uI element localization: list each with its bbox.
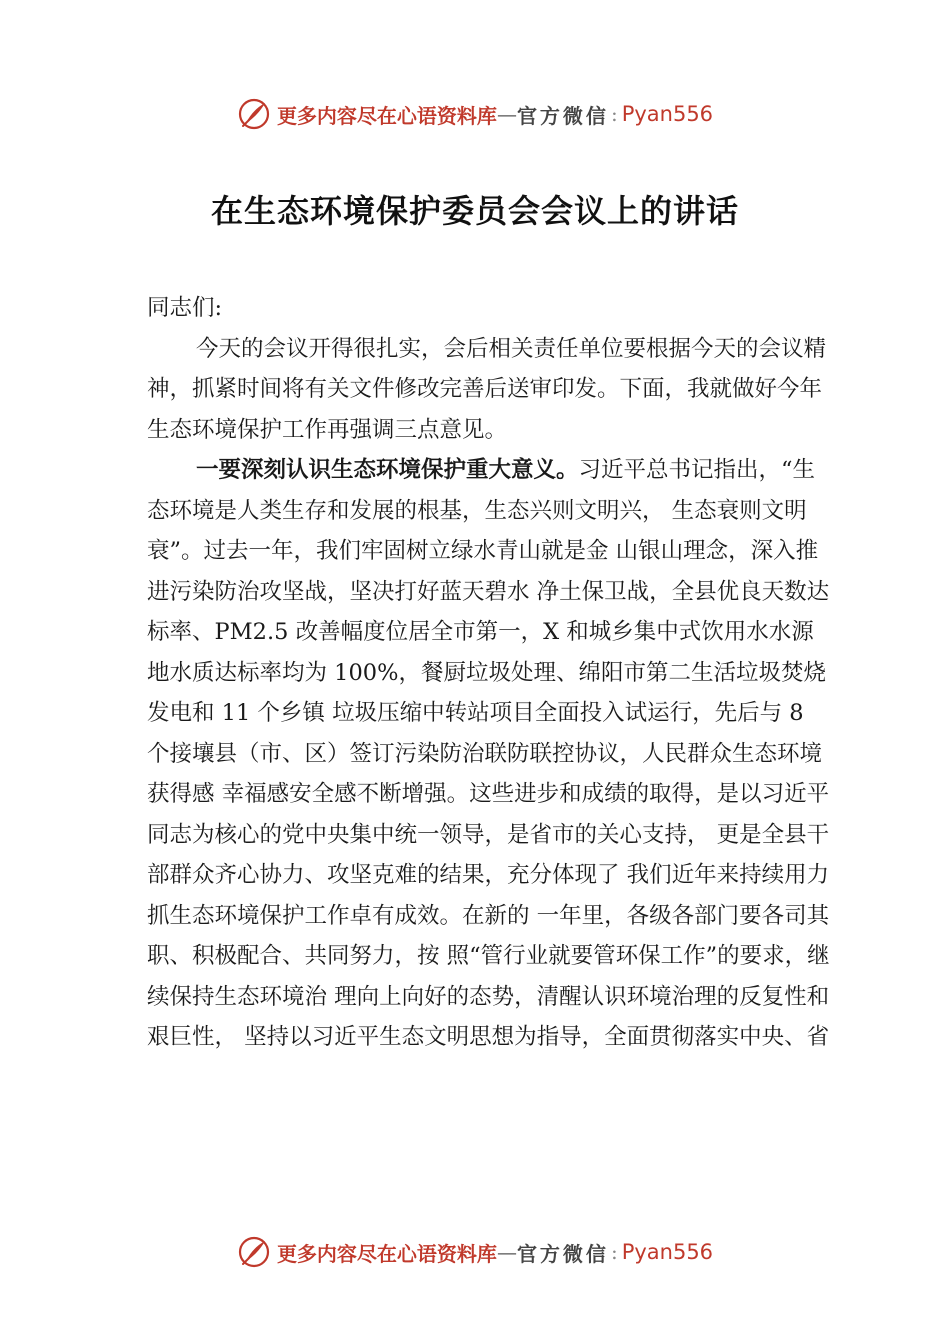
salutation: 同志们: — [147, 295, 223, 321]
paragraph-intro: 今天的会议开得很扎实，会后相关责任单位要根据今天的会议精神，抓紧时间将有关文件修改完善后送审印发。下面，我就做好今年生态环境保护工作再强调三点意见。 — [147, 335, 827, 443]
feather-pen-logo-icon — [237, 1235, 271, 1269]
watermark-separator: — — [496, 1240, 517, 1264]
document-body — [147, 288, 832, 1058]
watermark-text: 更多内容尽在心语资料库 — [276, 1241, 497, 1266]
feather-pen-logo-icon — [237, 97, 271, 131]
paragraph-point-one — [147, 450, 832, 1058]
watermark-text: 更多内容尽在心语资料库 — [276, 103, 497, 128]
watermark-wechat-label: 官方微信 — [516, 1241, 609, 1266]
watermark-wechat-label: 官方微信 — [516, 103, 609, 128]
watermark-colon: : — [610, 102, 618, 126]
footer-watermark-banner — [0, 1232, 950, 1272]
header-watermark-banner — [0, 94, 950, 134]
watermark-wechat-id: Pyan556 — [621, 1240, 714, 1264]
watermark-colon: : — [610, 1240, 618, 1264]
paragraph-body: 习近平总书记指出，“生态环境是人类生存和发展的根基，生态兴则文明兴， 生态衰则文明衰”。过去一年，我们牢固树立绿水青山就是金 山银山理念，深入推进污染防治攻坚战，坚决打好蓝天碧水 净土保卫战，全县优良天数达标率、PM2.5 改善幅度位居全市第一，X 和城乡集中式饮用水水源地水质达标率均为 100%，餐厨垃圾处理、绵阳市第二生活垃圾焚烧发电和 11 个乡镇 垃圾压缩中转站项目全面投入试运行，先后与 8 个接壤县（市、区）签订污染防治联防联控协议，人民群众生态环境获得感 幸福感安全感不断增强。这些进步和成绩的取得，是以习近平同志为核心的党中央集中统一领导，是省市的关心支持， 更是全县干部群众齐心协力、攻坚克难的结果，充分体现了 我们近年来持续用力抓生态环境保护工作卓有成效。在新的 一年里，各级各部门要各司其职、积极配合、共同努力，按 照“管行业就要管环保工作”的要求，继续保持生态环境治 理向上向好的态势，清醒认识环境治理的反复性和艰巨性， 坚持以习近平生态文明思想为指导，全面贯彻落实中央、省 — [147, 457, 830, 1050]
watermark-separator: — — [496, 102, 517, 126]
document-title: 在生态环境保护委员会会议上的讲话 — [210, 192, 739, 230]
watermark-wechat-id: Pyan556 — [621, 102, 714, 126]
paragraph-heading: 一要深刻认识生态环境保护重大意义。 — [196, 457, 579, 483]
